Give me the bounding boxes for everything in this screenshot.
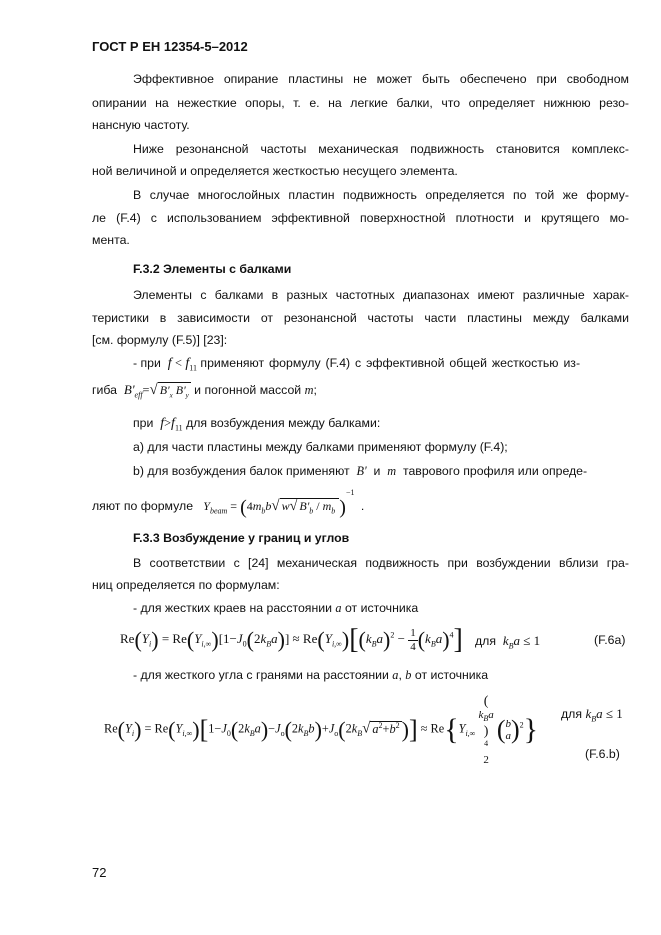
paragraph-line: Ниже резонансной частоты механическая подвижность становится комплекс- xyxy=(133,142,629,156)
equation-f6b: $Re(Y_i) = Re(Y_{i,\infty})[1-J_0(2k_Ba)-J_o(2k_Bb)+J_o(2k_B√$ $a^2+b^2)] \approx Re\{Y_{i,\infty}$ ( $k_Ba$ ) $^4$ 2 ( b a )$^2$} xyxy=(104,694,539,766)
edge-intro: - для жестких краев на расстоянии a от источника xyxy=(133,601,419,615)
paragraph-line: нансную частоту. xyxy=(92,118,190,132)
corner-intro: - для жесткого угла с гранями на расстоянии a, b от источника xyxy=(133,668,489,682)
paragraph-line: [см. формулу (F.5)] [23]: xyxy=(92,333,228,347)
page-number: 72 xyxy=(92,865,107,880)
equation-label: (F.6a) xyxy=(594,633,626,647)
paragraph-line: мента. xyxy=(92,233,130,247)
paragraph-line: теристики в зависимости от резонансной частоты части пластины между балками xyxy=(92,311,629,325)
paragraph-line: Эффективное опирание пластины не может быть обеспечено при свободном xyxy=(133,72,629,86)
bullet-line: гиба $B'_{eff}=√$ $B'_x$ $B'_y$ и погонной массой m; xyxy=(92,382,317,400)
paragraph-line: ной величиной и определяется жесткостью несущего элемента. xyxy=(92,164,458,178)
formula-inline: $B'_{eff}$ xyxy=(123,382,143,400)
bullet-line: - при $f < f_{11}$ применяют формулу (F.4) с эффективной общей жесткостью из- xyxy=(133,356,581,373)
item-b-cont: ляют по формуле $Y_{beam} = (4m_bb√$ w√ $B'_b / m_b$ )$^{-1}$ . xyxy=(92,487,365,518)
formula-inline: f xyxy=(167,356,172,371)
section-heading: F.3.2 Элементы с балками xyxy=(133,262,292,276)
item-b: b) для возбуждения балок применяют B' и m таврового профиля или опреде- xyxy=(133,464,588,478)
paragraph-line: В соответствии с [24] механическая подвижность при возбуждении вблизи гра- xyxy=(133,556,629,570)
equation-f6a: $Re(Y_i) = Re(Y_{i,\infty})[1-J_0(2k_Ba)] \approx Re(Y_{i,\infty})[(k_Ba)^2$ − $\frac{1}{4}$ $(k_Ba)^4$] xyxy=(120,624,463,655)
equation-f6b-condition: для $k_Ba \le 1$ xyxy=(561,706,623,724)
equation-label: (F.6.b) xyxy=(585,747,620,761)
equation-f6a-condition: для $k_Ba \le 1$ xyxy=(475,633,541,651)
paragraph-line: ле (F.4) с использованием эффективной поверхностной плотности и крутящего мо- xyxy=(92,211,629,225)
page-header: ГОСТ Р ЕН 12354-5–2012 xyxy=(92,39,248,54)
section-heading: F.3.3 Возбуждение у границ и углов xyxy=(133,531,350,545)
paragraph-line: В случае многослойных пластин подвижность определяется по той же форму- xyxy=(133,188,629,202)
item-a: a) для части пластины между балками применяют формулу (F.4); xyxy=(133,440,508,454)
bullet-line: при $f>f_{11}$ для возбуждения между балками: xyxy=(133,416,381,433)
paragraph-line: ниц определяется по формулам: xyxy=(92,578,280,592)
paragraph-line: Элементы с балками в разных частотных диапазонах имеют различные харак- xyxy=(133,288,629,302)
paragraph-line: опирании на нежесткие опоры, т. е. на легкие балки, что определяет нижнюю резо- xyxy=(92,96,629,110)
beam-formula: $Y_{beam} = (4m_bb√$ w√ $B'_b / m_b$ )$^{-1}$ xyxy=(203,487,355,518)
